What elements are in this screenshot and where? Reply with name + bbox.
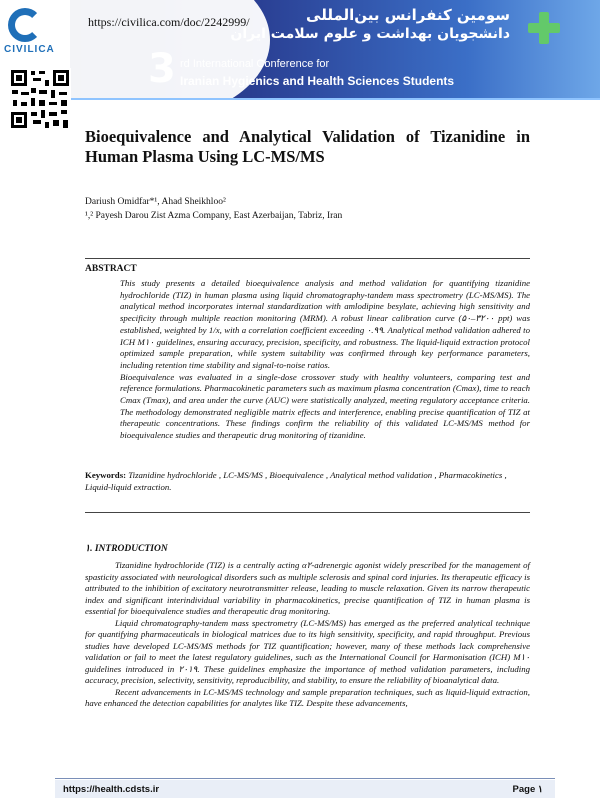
banner-title-fa-line2: دانشجویان بهداشت و علوم سلامت ایران (230, 26, 510, 42)
footer-rule (55, 778, 555, 779)
introduction-paragraph-3: Recent advancements in LC-MS/MS technology and sample preparation techniques, such as liquid-liquid extraction, have enhanced the detection capabilities for analytes like TIZ. Despite these advancements, (85, 686, 530, 708)
page-footer (55, 780, 555, 798)
paper-affiliation: ¹,² Payesh Darou Zist Azma Company, East Azerbaijan, Tabriz, Iran (85, 211, 343, 221)
abstract-paragraph-1: This study presents a detailed bioequivalence analysis and method validation for quantifying tizanidine hydrochloride (TIZ) in human plasma using liquid chromatography-tandem mass spectrometry (LC-MS/MS). The analytical method incorporates internal standardization with amlodipine besylate, achieving high sensitivity and specificity through multiple reaction monitoring (MRM). A robust linear calibration curve (۵۰–۳۲۰۰ ppt) was established, weighted by 1/x, with a correlation coefficient exceeding ۰.۹۹. Analytical method validation adhered to ICH M۱۰ guidelines, ensuring accuracy, precision, specificity, and robustness. The liquid-liquid extraction protocol optimized sample preparation, while system suitability was confirmed through key performance parameters, including retention time stability and signal-to-noise ratios. (120, 278, 530, 370)
banner-title-en-line2: Iranian Hygienics and Health Sciences Students (180, 74, 455, 88)
introduction-paragraph-1: Tizanidine hydrochloride (TIZ) is a centrally acting α۲-adrenergic agonist widely prescribed for the management of spasticity associated with neurological disorders such as multiple sclerosis and spinal cord injuries. Its therapeutic efficacy is attributed to the inhibition of excitatory neurotransmitter release, leading to muscle relaxation. Given its narrow therapeutic index and significant interindividual variability in pharmacokinetics, precise quantification of TIZ in human plasma is essential for bioequivalence studies and therapeutic drug monitoring. (85, 560, 530, 616)
keywords-bottom-rule (85, 512, 530, 513)
page-number: Page ۱ (512, 784, 543, 795)
keywords-label: Keywords: (85, 470, 127, 480)
paper-authors: Dariush Omidfar*¹, Ahad Sheikhloo² (85, 197, 226, 207)
introduction-body (85, 560, 530, 710)
civilica-logo[interactable] (4, 8, 64, 58)
keywords (85, 470, 530, 493)
paper-title: Bioequivalence and Analytical Validation of Tizanidine in Human Plasma Using LC-MS/MS (85, 127, 530, 166)
document-url[interactable]: https://civilica.com/doc/2242999/ (88, 15, 250, 29)
abstract-body (120, 278, 530, 442)
civilica-c-icon (8, 8, 42, 42)
abstract-heading: ABSTRACT (85, 264, 137, 274)
introduction-paragraph-2: Liquid chromatography-tandem mass spectrometry (LC-MS/MS) has emerged as the preferred analytical technique for quantifying pharmaceuticals in biological matrices due to its high sensitivity, specificity, and rapid throughput. Previous studies have developed LC-MS/MS methods for TIZ quantification; however, many of these methods lack comprehensive validation or fail to meet the latest regulatory guidelines, such as the International Council for Harmonisation (ICH) M۱۰ guidelines introduced in ۲۰۱۹. These guidelines emphasize the importance of method validation parameters, including accuracy, precision, selectivity, sensitivity, reproducibility, and stability, to ensure the reliability of bioanalytical data. (85, 617, 530, 685)
introduction-heading: ۱. INTRODUCTION (85, 544, 168, 554)
health-cross-icon (528, 12, 560, 44)
civilica-logo-text: CIVILICA (4, 44, 55, 55)
abstract-top-rule (85, 258, 530, 259)
footer-url[interactable]: https://health.cdsts.ir (63, 784, 160, 795)
keywords-list: Tizanidine hydrochloride , LC-MS/MS , Bioequivalence , Analytical method validation , Pharmacokinetics , Liquid-liquid extraction. (85, 470, 507, 492)
banner-title-en-line1: rd International Conference for (180, 58, 330, 70)
abstract-paragraph-2: Bioequivalence was evaluated in a single-dose crossover study with healthy volunteers, comparing test and reference formulations. Pharmacokinetic parameters such as maximum plasma concentration (Cmax), time to reach Cmax (Tmax), and area under the curve (AUC) were statistically analyzed, meeting regulatory acceptance criteria. The methodology demonstrated negligible matrix effects and interference, enabling precise quantification of TIZ at therapeutic concentrations. These findings confirm the reliability of this validated LC-MS/MS method for bioequivalence studies and therapeutic drug monitoring of tizanidine. (120, 371, 530, 441)
banner-edition-number: 3 (148, 46, 176, 92)
banner-title-fa-line1: سومین کنفرانس بین‌المللی (306, 6, 510, 24)
banner-bottom-line (70, 98, 600, 100)
qr-code-icon (9, 68, 71, 130)
